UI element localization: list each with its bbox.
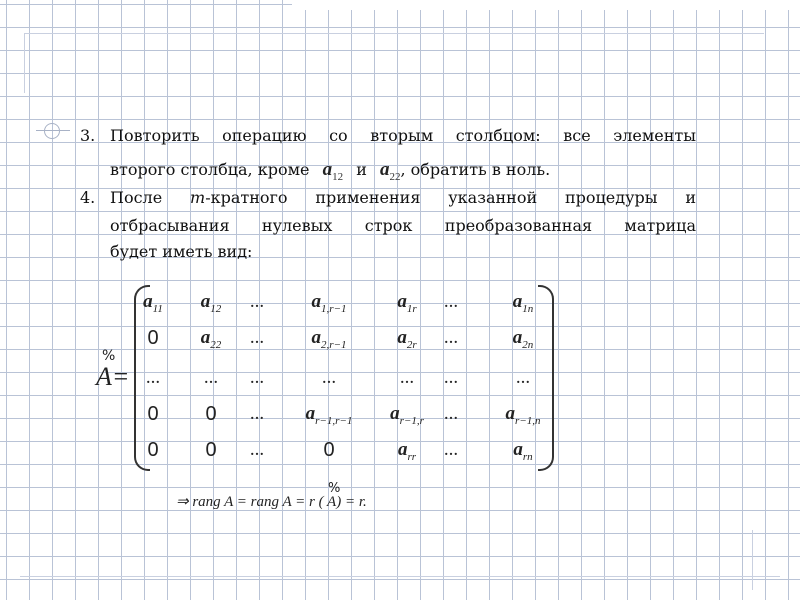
matrix-cell — [488, 438, 558, 469]
item-4-number: 4. — [80, 188, 96, 207]
matrix-cell-sub: 2,r−1 — [321, 338, 347, 351]
a12-sub: 12 — [332, 170, 344, 183]
item-4-line-1-end: -кратного применения указанной процедуры и — [205, 188, 696, 207]
matrix-cell: ... — [249, 439, 265, 460]
matrix-cell-sub: r−1,r — [399, 414, 424, 427]
matrix-cell: 0 — [323, 439, 335, 461]
matrix-cell: ... — [203, 367, 219, 388]
matrix-cell — [186, 326, 236, 357]
matrix-cell: ... — [249, 367, 265, 388]
frame-line-bottom — [20, 576, 780, 577]
matrix-label-tilde: % — [102, 348, 116, 364]
frame-line-left — [24, 33, 25, 93]
matrix-cell: 0 — [147, 439, 159, 461]
matrix-cell-base: a — [397, 439, 408, 460]
item-3-line-1: Повторить операцию со вторым столбцом: все элементы — [110, 126, 696, 145]
matrix-cell — [294, 402, 364, 433]
matrix-cell-base: a — [397, 327, 407, 348]
matrix-cell-base: a — [505, 403, 516, 424]
matrix-cell-base: a — [397, 291, 407, 312]
matrix-cell — [294, 290, 364, 321]
matrix-cell: ... — [249, 291, 265, 312]
matrix-cell: ... — [443, 367, 459, 388]
matrix-cell-base: a — [311, 291, 322, 312]
matrix-cell-sub: 1r — [406, 302, 417, 315]
matrix-cell-sub: 12 — [210, 302, 222, 315]
matrix-cell: ... — [249, 327, 265, 348]
matrix-cell-sub: 11 — [152, 302, 163, 315]
matrix-cell — [488, 402, 558, 433]
matrix-cell: 0 — [147, 403, 159, 425]
matrix-label-letter: A — [96, 362, 112, 391]
conclusion-tilde: % — [328, 481, 341, 496]
matrix-cell-sub: rn — [522, 450, 533, 463]
matrix-cell: 0 — [205, 439, 217, 461]
item-4-line-1-start: После — [110, 188, 163, 207]
matrix-cell — [294, 326, 364, 357]
matrix-cell-sub: 22 — [210, 338, 222, 351]
matrix-cell-sub: rr — [407, 450, 417, 463]
item-4-line-3: будет иметь вид: — [110, 242, 253, 261]
matrix-cell-base: a — [200, 327, 211, 348]
item-3-and: и — [356, 160, 367, 179]
a22-symbol — [380, 160, 401, 187]
matrix-cell — [488, 326, 558, 357]
matrix-cell: ... — [443, 403, 459, 424]
matrix-cell-base: a — [200, 291, 211, 312]
matrix-equals: = — [111, 362, 130, 391]
matrix-cell-base: a — [390, 403, 400, 424]
conclusion-text: ⇒ rang A = rang A = r ( A) = r. — [176, 494, 367, 510]
matrix-cell: ... — [443, 327, 459, 348]
matrix-cell: 0 — [205, 403, 217, 425]
matrix-cell: ... — [515, 367, 531, 388]
item-3-line-2 — [110, 160, 550, 187]
frame-line-right — [752, 530, 753, 590]
matrix-cell: ... — [443, 291, 459, 312]
bullet-ring-icon — [44, 123, 60, 139]
item-3-number: 3. — [80, 126, 96, 145]
conclusion-line — [176, 481, 367, 511]
matrix-cell-base: a — [143, 291, 153, 312]
matrix-cell-sub: 1n — [522, 302, 534, 315]
matrix-cell-sub: r−1,n — [515, 414, 541, 427]
matrix-cell-sub: 2n — [522, 338, 534, 351]
matrix-cell: ... — [249, 403, 265, 424]
matrix-cell — [128, 290, 178, 321]
a22-base: a — [379, 159, 390, 180]
a12-symbol — [323, 160, 344, 187]
matrix-cell-base: a — [512, 291, 523, 312]
matrix-cell-base: a — [311, 327, 322, 348]
a22-sub: 22 — [389, 170, 401, 183]
top-white-strip — [292, 0, 800, 10]
matrix-cell: ... — [145, 367, 161, 388]
matrix-cell: ... — [443, 439, 459, 460]
matrix-cell-base: a — [512, 327, 523, 348]
item-4-line-2: отбрасывания нулевых строк преобразованная матрица — [110, 216, 696, 235]
frame-line-top — [24, 33, 764, 34]
matrix-cell — [186, 290, 236, 321]
item-3-line-2-start: второго столбца, кроме — [110, 160, 310, 179]
item-3-line-2-end: , обратить в ноль. — [400, 160, 551, 179]
item-4-var-m: m — [190, 188, 206, 207]
matrix-cell-sub: r−1,r−1 — [315, 414, 353, 427]
matrix-label — [96, 348, 130, 392]
a12-base: a — [322, 159, 333, 180]
matrix-cell — [488, 290, 558, 321]
matrix-cell-base: a — [305, 403, 316, 424]
matrix-cell: ... — [399, 367, 415, 388]
matrix-cell-sub: 1,r−1 — [321, 302, 347, 315]
item-4-line-1 — [110, 188, 696, 208]
matrix-cell-sub: 2r — [406, 338, 417, 351]
bullet-line-decoration — [36, 130, 70, 131]
matrix-cell-base: a — [513, 439, 523, 460]
matrix-cell: ... — [321, 367, 337, 388]
matrix-cell: 0 — [147, 327, 159, 349]
